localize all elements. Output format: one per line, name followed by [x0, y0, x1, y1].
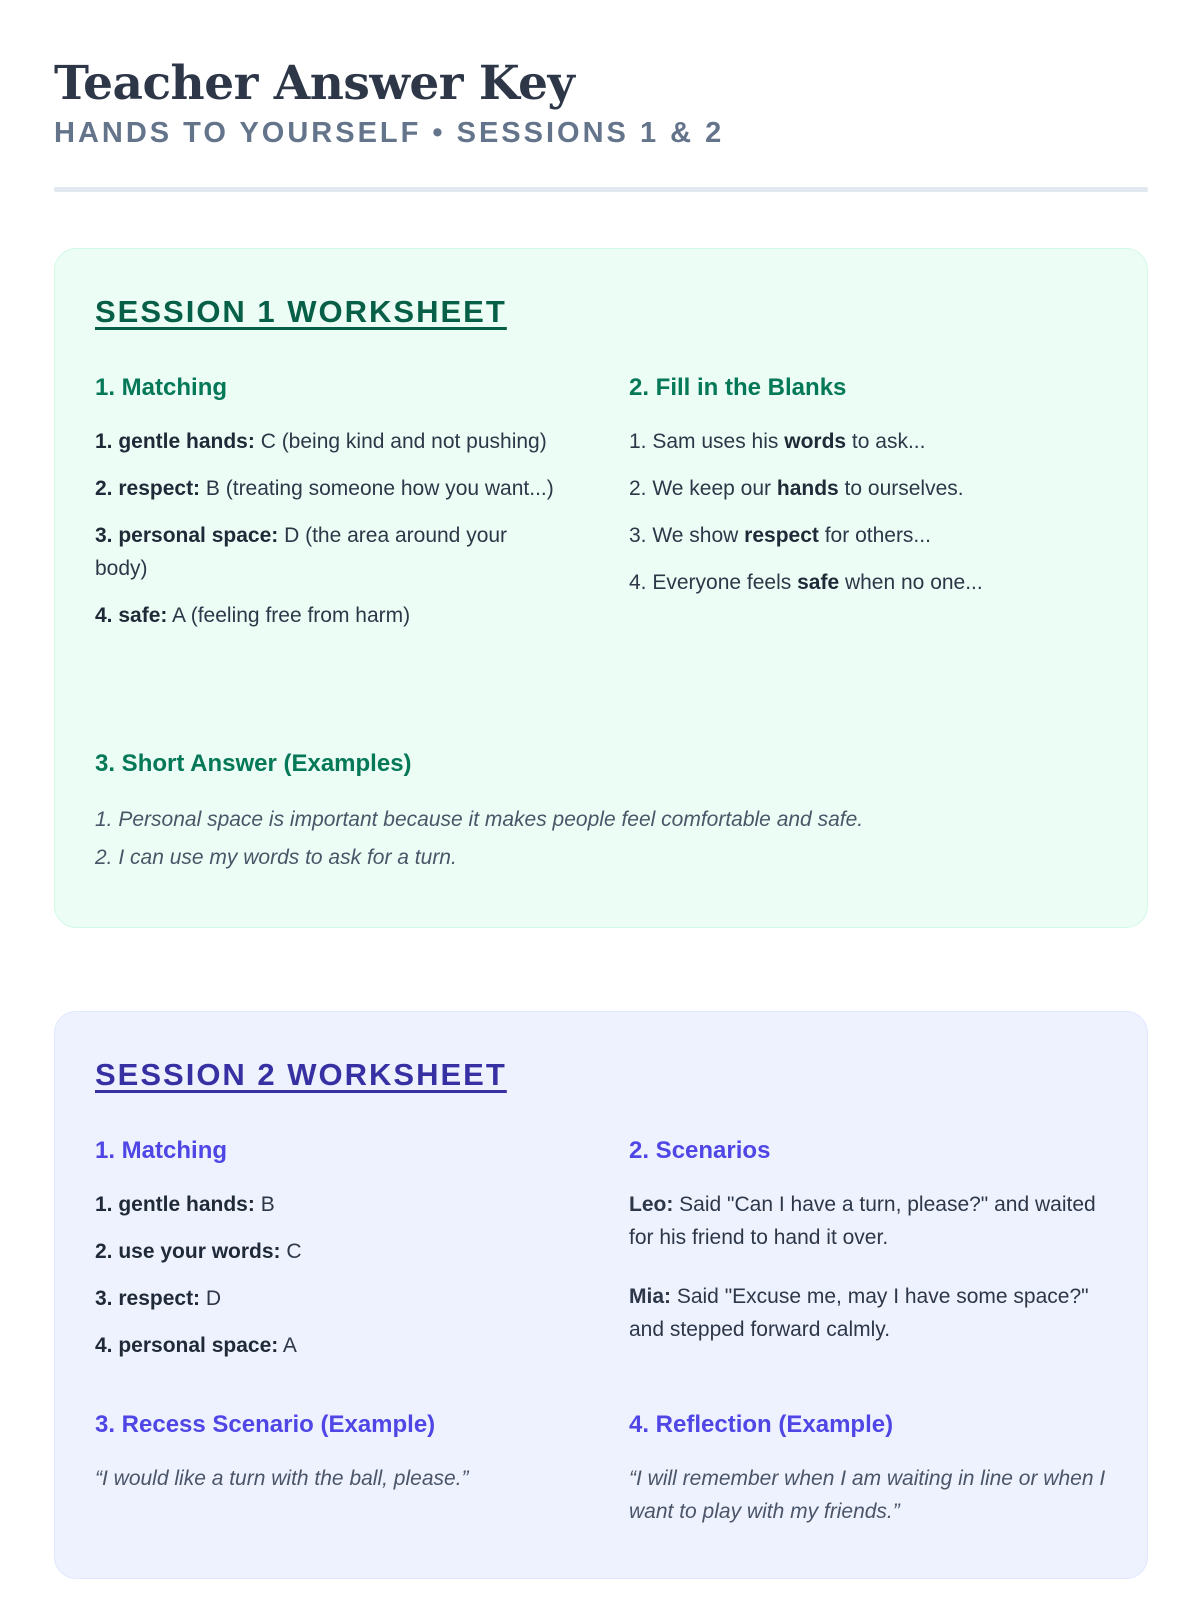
s1-fill-item: 3. We show respect for others...	[629, 524, 931, 547]
page-subtitle: HANDS TO YOURSELF • SESSIONS 1 & 2	[54, 117, 725, 149]
s1-short-answer-section	[95, 749, 1105, 877]
s2-matching-item: 1. gentle hands: B	[95, 1193, 275, 1216]
page-header	[54, 56, 1148, 150]
s1-matching-heading: 1. Matching	[95, 374, 228, 401]
session-2-title: SESSION 2 WORKSHEET	[95, 1057, 507, 1092]
s1-fill-item: 2. We keep our hands to ourselves.	[629, 477, 964, 500]
s1-short-answer-item: 2. I can use my words to ask for a turn.	[95, 846, 457, 869]
s2-matching-heading: 1. Matching	[95, 1137, 228, 1164]
s2-scenarios-heading: 2. Scenarios	[629, 1137, 771, 1164]
s1-matching-item: 1. gentle hands: C (being kind and not pushing)	[95, 430, 547, 453]
s1-matching-item: 3. personal space: D (the area around your body)	[95, 524, 508, 580]
s2-scenario-item: Leo: Said "Can I have a turn, please?" and waited for his friend to hand it over.	[629, 1193, 1096, 1249]
session-2-card	[54, 1011, 1148, 1579]
s2-scenario-item: Mia: Said "Excuse me, may I have some space?" and stepped forward calmly.	[629, 1285, 1089, 1341]
session-1-card	[54, 248, 1148, 928]
s1-fill-item: 1. Sam uses his words to ask...	[629, 430, 926, 453]
s2-scenarios-section	[629, 1136, 1109, 1372]
s2-matching-item: 2. use your words: C	[95, 1240, 302, 1263]
s1-short-answer-item: 1. Personal space is important because it makes people feel comfortable and safe.	[95, 808, 864, 831]
s2-recess-section	[95, 1410, 555, 1495]
session-1-title: SESSION 1 WORKSHEET	[95, 294, 507, 329]
s1-matching-item: 2. respect: B (treating someone how you want...)	[95, 477, 554, 500]
header-divider	[54, 187, 1148, 192]
s1-short-answer-heading: 3. Short Answer (Examples)	[95, 750, 412, 777]
s1-fill-item: 4. Everyone feels safe when no one...	[629, 571, 983, 594]
s2-reflection-quote: “I will remember when I am waiting in line or when I want to play with my friends.”	[629, 1467, 1106, 1523]
s1-fill-section	[629, 373, 1109, 613]
page-title: Teacher Answer Key	[54, 56, 575, 111]
s2-matching-section	[95, 1136, 555, 1376]
s1-matching-item: 4. safe: A (feeling free from harm)	[95, 604, 411, 627]
s2-matching-item: 3. respect: D	[95, 1287, 222, 1310]
s1-fill-heading: 2. Fill in the Blanks	[629, 374, 847, 401]
s2-reflection-section	[629, 1410, 1109, 1528]
s1-matching-section	[95, 373, 555, 646]
s2-matching-item: 4. personal space: A	[95, 1334, 297, 1357]
s2-recess-quote: “I would like a turn with the ball, please.”	[95, 1467, 469, 1490]
s2-reflection-heading: 4. Reflection (Example)	[629, 1411, 894, 1438]
s2-recess-heading: 3. Recess Scenario (Example)	[95, 1411, 436, 1438]
